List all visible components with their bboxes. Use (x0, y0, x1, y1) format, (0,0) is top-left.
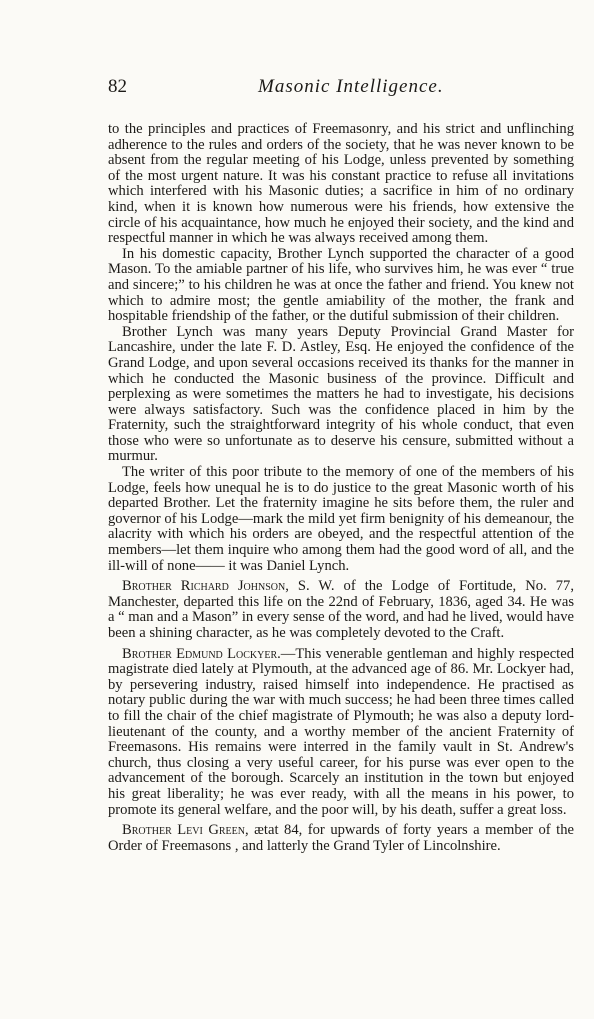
obituary-edmund-lockyer (108, 647, 574, 819)
page-body (108, 122, 574, 854)
page-number: 82 (108, 76, 127, 97)
paragraph-deputy-grand-master (108, 325, 574, 465)
obituary-name: Brother Edmund Lockyer. (122, 645, 281, 662)
obituary-name: Brother Levi Green, (122, 822, 249, 839)
paragraph-text: In his domestic capacity, Brother Lynch supported the character of a good Mason. To the amiable partner of his life, who survives him, he was ever “ true and sincere;” to his children he was at once the father and friend. You knew not which to admire most; the gentle amiability of the mother, the frank and hospitable friendship of the father, or the dutiful submission of their children. (108, 245, 574, 325)
page-header (108, 76, 578, 106)
running-title: Masonic Intelligence. (258, 76, 444, 97)
obituary-text: S. W. of the Lodge of Fortitude, No. 77, Manchester, departed this life on the 22nd of February, 1836, aged 34. He was a “ man and a Mason” in every sense of the word, and had he lived, would have been a shining character, as he was completely devoted to the Craft. (108, 578, 574, 641)
paragraph-masonic-duties (108, 122, 574, 247)
paragraph-text: Brother Lynch was many years Deputy Provincial Grand Master for Lancashire, under the late F. D. Astley, Esq. He enjoyed the confidence of the Grand Lodge, and upon several occasions received its thanks for the manner in which he conducted the Masonic business of the province. Difficult and perplexing as were sometimes the matters he had to investigate, his decisions were always satisfactory. Such was the confidence placed in him by the Fraternity, such the straightforward integrity of his whole conduct, that even those who were so unfortunate as to deserve his censure, submitted without a murmur. (108, 323, 574, 465)
paragraph-domestic-capacity (108, 247, 574, 325)
obituary-text: ætat 84, for upwards of forty years a member of the Order of Freemasons , and latterly the Grand Tyler of Lincolnshire. (108, 822, 574, 854)
obituary-name: Brother Richard Johnson, (122, 578, 289, 595)
obituary-richard-johnson (108, 579, 574, 641)
paragraph-text: The writer of this poor tribute to the memory of one of the members of his Lodge, feels how unequal he is to do justice to the great Masonic worth of his departed Brother. Let the fraternity imagine he sits before them, the ruler and governor of his Lodge—mark the mild yet firm benignity of his demeanour, the alacrity with which his orders are obeyed, and the respectful attention of the members—let them inquire who among them had the good word of all, and the ill-will of none—— it was Daniel Lynch. (108, 464, 574, 574)
obituary-levi-green (108, 823, 574, 854)
obituary-text: —This venerable gentleman and highly respected magistrate died lately at Plymouth, at the advanced age of 86. Mr. Lockyer had, by persevering industry, raised himself into independence. He practised as notary public during the war with much success; he had been three times called to fill the chair of the chief magistrate of Plymouth; he was also a deputy lord-lieutenant of the county, and a worthy member of the ancient Fraternity of Freemasons. His remains were interred in the family vault in St. Andrew's church, thus closing a very useful career, for his purse was ever open to the advancement of the borough. Scarcely an institution in the town but enjoyed his great liberality; he was ever ready, with all the means in his power, to promote its general welfare, and the poor will, by his death, suffer a great loss. (108, 645, 575, 818)
paragraph-text: to the principles and practices of Freemasonry, and his strict and unflinching adherence to the rules and orders of the society, that he was never known to be absent from the regular meeting of his Lodge, unless prevented by something of the most urgent nature. It was his constant practice to refuse all invitations which interfered with his Masonic duties; a sacrifice in him of no ordinary kind, when it is known how numerous were his friends, how extensive the circle of his acquaintance, how much he enjoyed their society, and the kind and respectful manner in which he was always received among them. (108, 121, 574, 247)
paragraph-tribute (108, 465, 574, 574)
